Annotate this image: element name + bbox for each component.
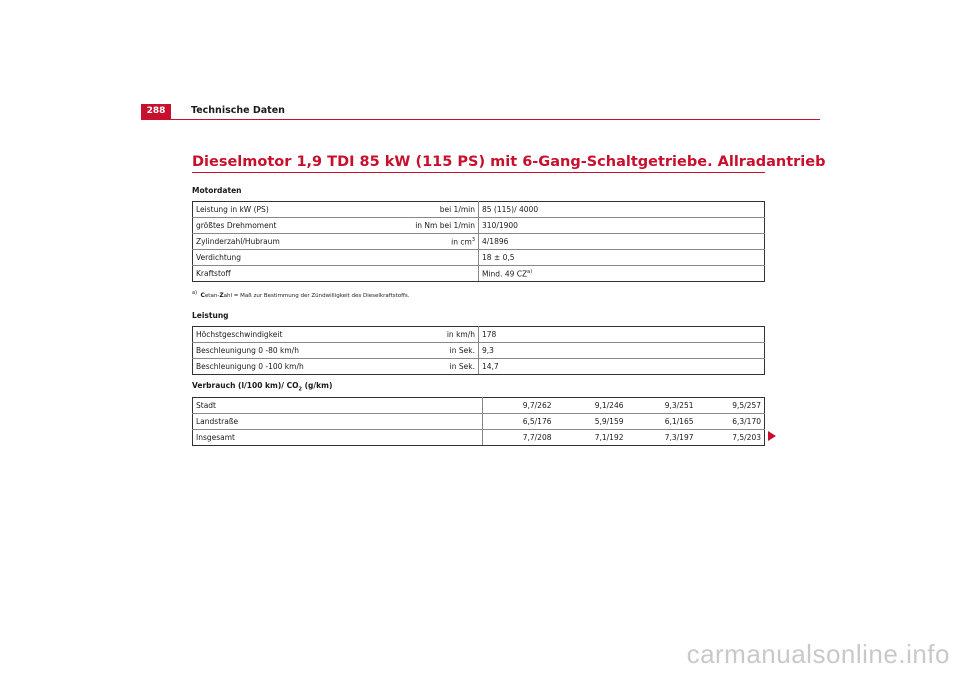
header-rule [141,119,820,120]
row-value: 9,1/246 [555,398,627,414]
row-value: 178 [479,327,765,343]
row-unit: bei 1/min [383,202,479,218]
table-row [193,202,765,218]
row-unit: in km/h [383,327,479,343]
row-unit: in Sek. [383,343,479,359]
motordaten-table [192,201,765,282]
unit-superscript: 3 [471,236,475,243]
row-value: 7,1/192 [555,430,627,446]
next-page-arrow-icon[interactable] [768,431,776,441]
verbrauch-table [192,397,765,446]
page-number: 288 [141,104,171,119]
row-label: Beschleunigung 0 -100 km/h [193,359,383,375]
row-label: Landstraße [193,414,483,430]
row-label: Verdichtung [193,250,383,266]
footnote-ref: a) [527,268,533,275]
watermark: carmanualsonline.info [686,639,950,669]
table-row [193,327,765,343]
row-value: 9,5/257 [697,398,765,414]
table-row [193,359,765,375]
row-value: 9,3 [479,343,765,359]
table-row [193,414,765,430]
row-value: 7,5/203 [697,430,765,446]
table-row [193,218,765,234]
page-title: Dieselmotor 1,9 TDI 85 kW (115 PS) mit 6-Gang-Schaltgetriebe. Allradantrieb [192,154,826,170]
row-value: 310/1900 [479,218,765,234]
row-value: 6,1/165 [627,414,697,430]
table-row [193,398,765,414]
leistung-table [192,326,765,375]
footnote-z: Z [219,291,224,299]
row-value: 6,3/170 [697,414,765,430]
row-value: 18 ± 0,5 [479,250,765,266]
row-value: 7,3/197 [627,430,697,446]
row-unit: in Sek. [383,359,479,375]
verbrauch-label: Verbrauch (l/100 km)/ CO [192,381,299,390]
row-value: 7,7/208 [483,430,555,446]
row-unit [383,266,479,282]
section-motordaten: Motordaten [192,186,242,195]
row-value: 9,7/262 [483,398,555,414]
row-label: Höchstgeschwindigkeit [193,327,383,343]
value-text: Mind. 49 CZ [482,269,528,279]
footnote-text-2: ahl = Maß zur Bestimmung der Zündwilligkeit des Dieselkraftstoffs. [223,292,410,299]
row-value: 85 (115)/ 4000 [479,202,765,218]
table-row [193,250,765,266]
table-row [193,234,765,250]
row-value: 9,3/251 [627,398,697,414]
row-label: Leistung in kW (PS) [193,202,383,218]
table-row [193,343,765,359]
table-row [193,430,765,446]
footnote-marker: a) [192,290,198,296]
row-label: Beschleunigung 0 -80 km/h [193,343,383,359]
co2-subscript: 2 [298,386,302,393]
footnote-text-1: etan- [204,292,220,299]
row-label: Stadt [193,398,483,414]
section-verbrauch [192,381,332,393]
row-label: größtes Drehmoment [193,218,383,234]
verbrauch-unit: (g/km) [302,381,333,390]
page-header [141,104,820,120]
footnote [192,290,410,299]
row-label: Insgesamt [193,430,483,446]
row-value: 14,7 [479,359,765,375]
row-value: 4/1896 [479,234,765,250]
title-rule [192,172,765,173]
row-value: 5,9/159 [555,414,627,430]
footnote-c: C [200,291,205,299]
row-unit [383,250,479,266]
row-unit [383,234,479,250]
row-unit: in Nm bei 1/min [383,218,479,234]
row-label: Zylinderzahl/Hubraum [193,234,383,250]
row-value [479,266,765,282]
table-row [193,266,765,282]
header-title: Technische Daten [191,105,285,116]
section-leistung: Leistung [192,311,229,320]
row-value: 6,5/176 [483,414,555,430]
unit-text: in cm [451,237,472,247]
row-label: Kraftstoff [193,266,383,282]
